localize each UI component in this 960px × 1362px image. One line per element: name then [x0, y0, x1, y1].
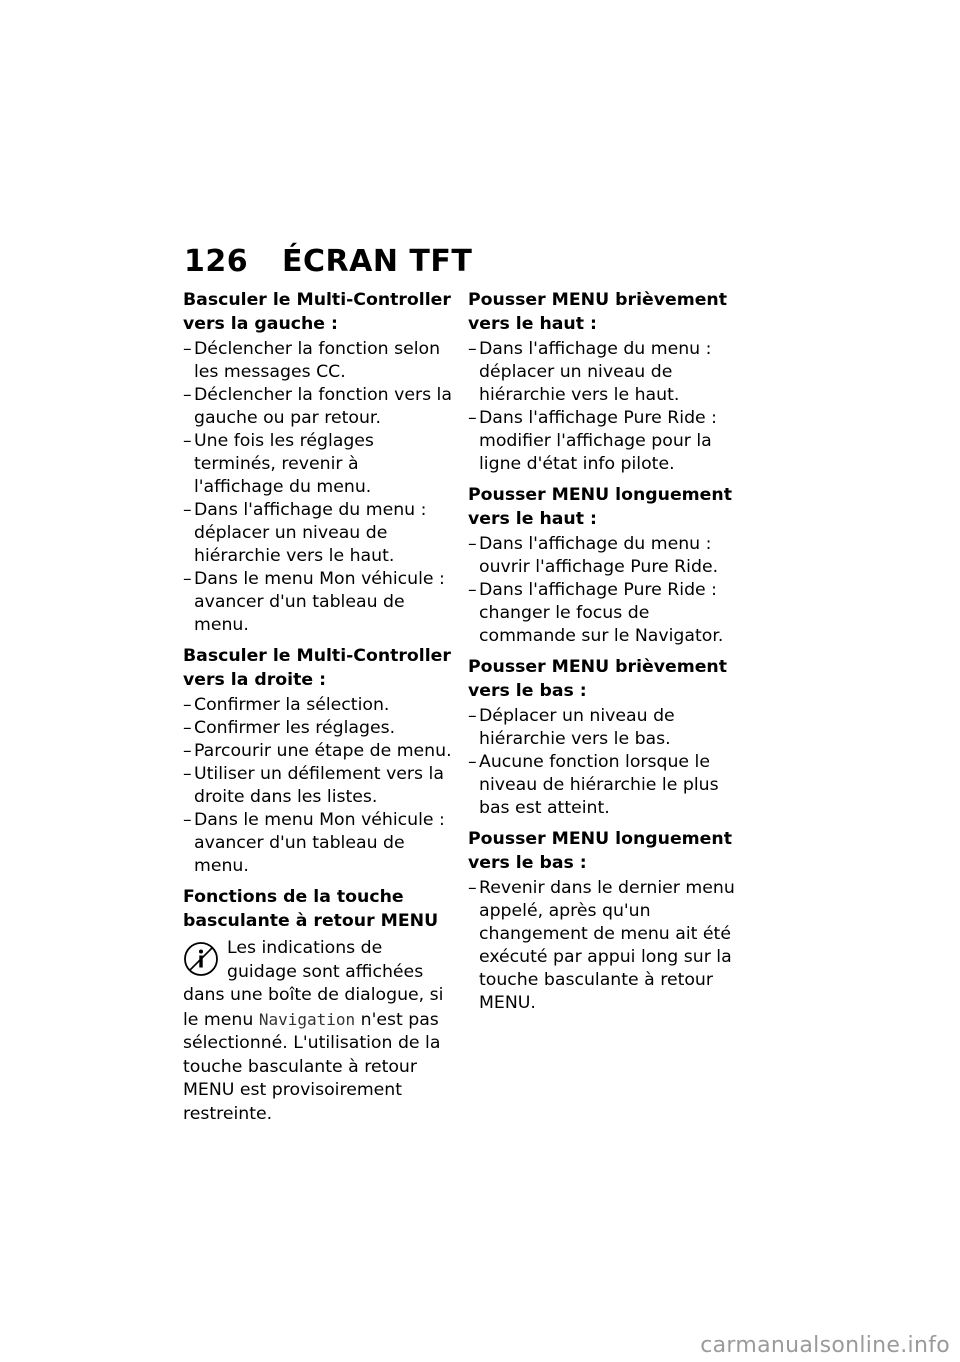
bullet-list: [183, 338, 453, 637]
section-right-1: [468, 289, 740, 476]
section-right-2: [468, 484, 740, 648]
note-text-after: n'est pas sélectionné. L'utilisation de la touche basculante à retour MENU est provisoirement restreinte.: [183, 1009, 441, 1124]
dash-bullet: –: [183, 810, 192, 830]
info-note: [183, 937, 453, 1126]
navigation-menu-name: Navigation: [258, 1009, 356, 1029]
bullet-list: [468, 877, 740, 1015]
dash-bullet: –: [468, 706, 477, 726]
dash-bullet: –: [183, 718, 192, 738]
dash-bullet: –: [468, 339, 477, 359]
bullet-list: [468, 705, 740, 820]
page-title: ÉCRAN TFT: [282, 244, 473, 279]
list-item: – Dans le menu Mon véhicule : avancer d'un tableau de menu.: [183, 569, 445, 635]
section-heading: Fonctions de la touche basculante à retour MENU: [183, 887, 439, 931]
section-left-2: [183, 645, 453, 878]
dash-bullet: –: [183, 385, 192, 405]
section-heading: Basculer le Multi-Controller vers la gauche :: [183, 290, 451, 334]
list-item: – Confirmer la sélection.: [183, 695, 390, 715]
list-item: – Déclencher la fonction vers la gauche ou par retour.: [183, 385, 452, 428]
section-heading: Pousser MENU longuement vers le bas :: [468, 829, 732, 873]
list-item: – Déclencher la fonction selon les messages CC.: [183, 339, 441, 382]
dash-bullet: –: [468, 408, 477, 428]
list-item: – Déplacer un niveau de hiérarchie vers le bas.: [468, 706, 675, 749]
list-item: – Confirmer les réglages.: [183, 718, 396, 738]
note-text-before: Les indications de guidage sont affichées dans une boîte de dialogue, si le menu: [183, 938, 444, 1030]
list-item: – Dans l'affichage Pure Ride : modifier l'affichage pour la ligne d'état info pilote.: [468, 408, 717, 474]
list-item: – Dans l'affichage Pure Ride : changer le focus de commande sur le Navigator.: [468, 580, 724, 646]
list-item: – Revenir dans le dernier menu appelé, après qu'un changement de menu ait été exécuté par appui long sur la touche basculante à retour MENU.: [468, 878, 735, 1013]
section-heading: Pousser MENU brièvement vers le haut :: [468, 290, 727, 334]
list-item: – Dans le menu Mon véhicule : avancer d'un tableau de menu.: [183, 810, 445, 876]
bullet-list: [468, 338, 740, 476]
list-item: – Utiliser un défilement vers la droite dans les listes.: [183, 764, 444, 807]
dash-bullet: –: [183, 339, 192, 359]
dash-bullet: –: [468, 580, 477, 600]
list-item: – Dans l'affichage du menu : déplacer un niveau de hiérarchie vers le haut.: [468, 339, 712, 405]
info-icon: [183, 941, 219, 977]
bullet-list: [183, 694, 453, 878]
list-item: – Dans l'affichage du menu : déplacer un niveau de hiérarchie vers le haut.: [183, 500, 427, 566]
list-item: – Une fois les réglages terminés, revenir à l'affichage du menu.: [183, 431, 374, 497]
bullet-list: [468, 533, 740, 648]
dash-bullet: –: [183, 695, 192, 715]
dash-bullet: –: [468, 878, 477, 898]
page-header: [184, 240, 472, 284]
list-item: – Dans l'affichage du menu : ouvrir l'affichage Pure Ride.: [468, 534, 719, 577]
list-item: – Aucune fonction lorsque le niveau de hiérarchie le plus bas est atteint.: [468, 752, 719, 818]
section-functions: [183, 886, 453, 1126]
section-right-3: [468, 656, 740, 820]
page-number: 126: [184, 244, 249, 279]
section-right-4: [468, 828, 740, 1015]
dash-bullet: –: [183, 569, 192, 589]
left-column: [183, 289, 453, 1134]
watermark: carmanualsonline.info: [700, 1333, 950, 1358]
section-left-1: [183, 289, 453, 637]
dash-bullet: –: [183, 764, 192, 784]
dash-bullet: –: [183, 500, 192, 520]
dash-bullet: –: [468, 534, 477, 554]
dash-bullet: –: [183, 431, 192, 451]
section-heading: Pousser MENU longuement vers le haut :: [468, 485, 732, 529]
section-heading: Basculer le Multi-Controller vers la droite :: [183, 646, 451, 690]
section-heading: Pousser MENU brièvement vers le bas :: [468, 657, 727, 701]
dash-bullet: –: [183, 741, 192, 761]
right-column: [468, 289, 740, 1023]
list-item: – Parcourir une étape de menu.: [183, 741, 452, 761]
dash-bullet: –: [468, 752, 477, 772]
